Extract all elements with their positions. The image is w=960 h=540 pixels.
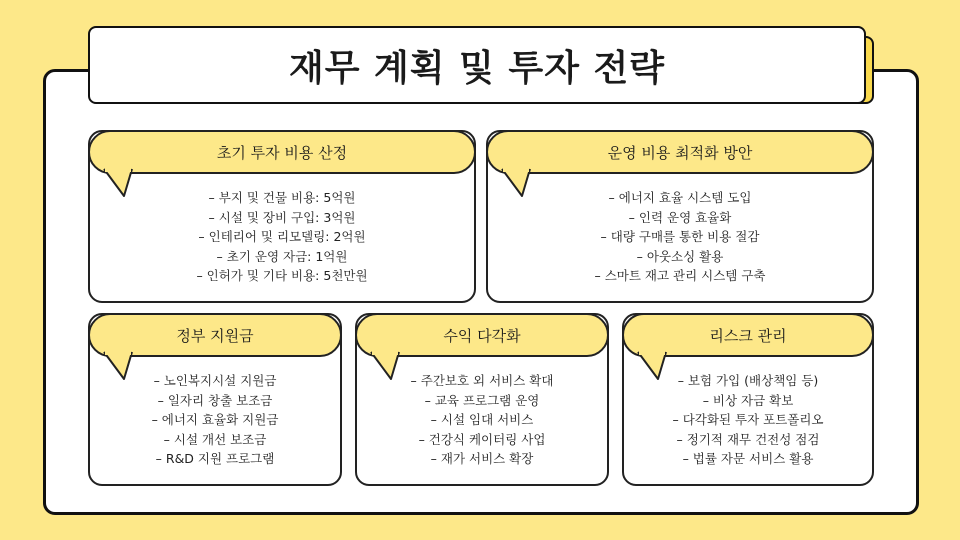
list-item: – 부지 및 건물 비용: 5억원	[208, 190, 356, 205]
list-item: – 대량 구매를 통한 비용 절감	[600, 229, 760, 244]
list-item: – 에너지 효율 시스템 도입	[608, 190, 752, 205]
card-government-subsidy	[88, 313, 342, 486]
card-heading: 정부 지원금	[88, 313, 342, 357]
list-item: – 스마트 재고 관리 시스템 구축	[594, 268, 766, 283]
list-item: – R&D 지원 프로그램	[155, 451, 275, 466]
card-heading: 운영 비용 최적화 방안	[486, 130, 874, 174]
list-item: – 건강식 케이터링 사업	[418, 431, 546, 447]
list-item: – 인허가 및 기타 비용: 5천만원	[196, 268, 368, 283]
card-heading: 수익 다각화	[355, 313, 609, 357]
list-item: – 법률 자문 서비스 활용	[682, 451, 814, 466]
card-list	[90, 371, 340, 469]
list-item: – 인력 운영 효율화	[628, 209, 732, 225]
card-list	[488, 188, 872, 286]
list-item: – 정기적 재무 건전성 점검	[676, 431, 820, 447]
list-item: – 재가 서비스 확장	[430, 451, 534, 466]
list-item: – 일자리 창출 보조금	[157, 392, 273, 408]
list-item: – 시설 및 장비 구입: 3억원	[208, 209, 356, 225]
card-revenue-diversification	[355, 313, 609, 486]
card-list	[357, 371, 607, 469]
page-title: 재무 계획 및 투자 전략	[288, 47, 666, 89]
card-heading: 초기 투자 비용 산정	[88, 130, 476, 174]
card-risk-management	[622, 313, 874, 486]
list-item: – 보험 가입 (배상책임 등)	[677, 373, 819, 388]
list-item: – 교육 프로그램 운영	[424, 392, 540, 408]
card-initial-investment	[88, 130, 476, 303]
list-item: – 노인복지시설 지원금	[153, 373, 277, 388]
list-item: – 인테리어 및 리모델링: 2억원	[198, 229, 366, 244]
list-item: – 아웃소싱 활용	[636, 248, 724, 264]
list-item: – 에너지 효율화 지원금	[151, 412, 279, 427]
list-item: – 다각화된 투자 포트폴리오	[672, 412, 824, 427]
card-list	[90, 188, 474, 286]
list-item: – 시설 임대 서비스	[430, 412, 534, 427]
card-heading: 리스크 관리	[622, 313, 874, 357]
card-list	[624, 371, 872, 469]
list-item: – 비상 자금 확보	[702, 392, 794, 408]
list-item: – 초기 운영 자금: 1억원	[216, 248, 348, 264]
list-item: – 시설 개선 보조금	[163, 431, 267, 447]
title-box	[88, 26, 866, 104]
list-item: – 주간보호 외 서비스 확대	[410, 373, 554, 388]
card-operating-cost	[486, 130, 874, 303]
